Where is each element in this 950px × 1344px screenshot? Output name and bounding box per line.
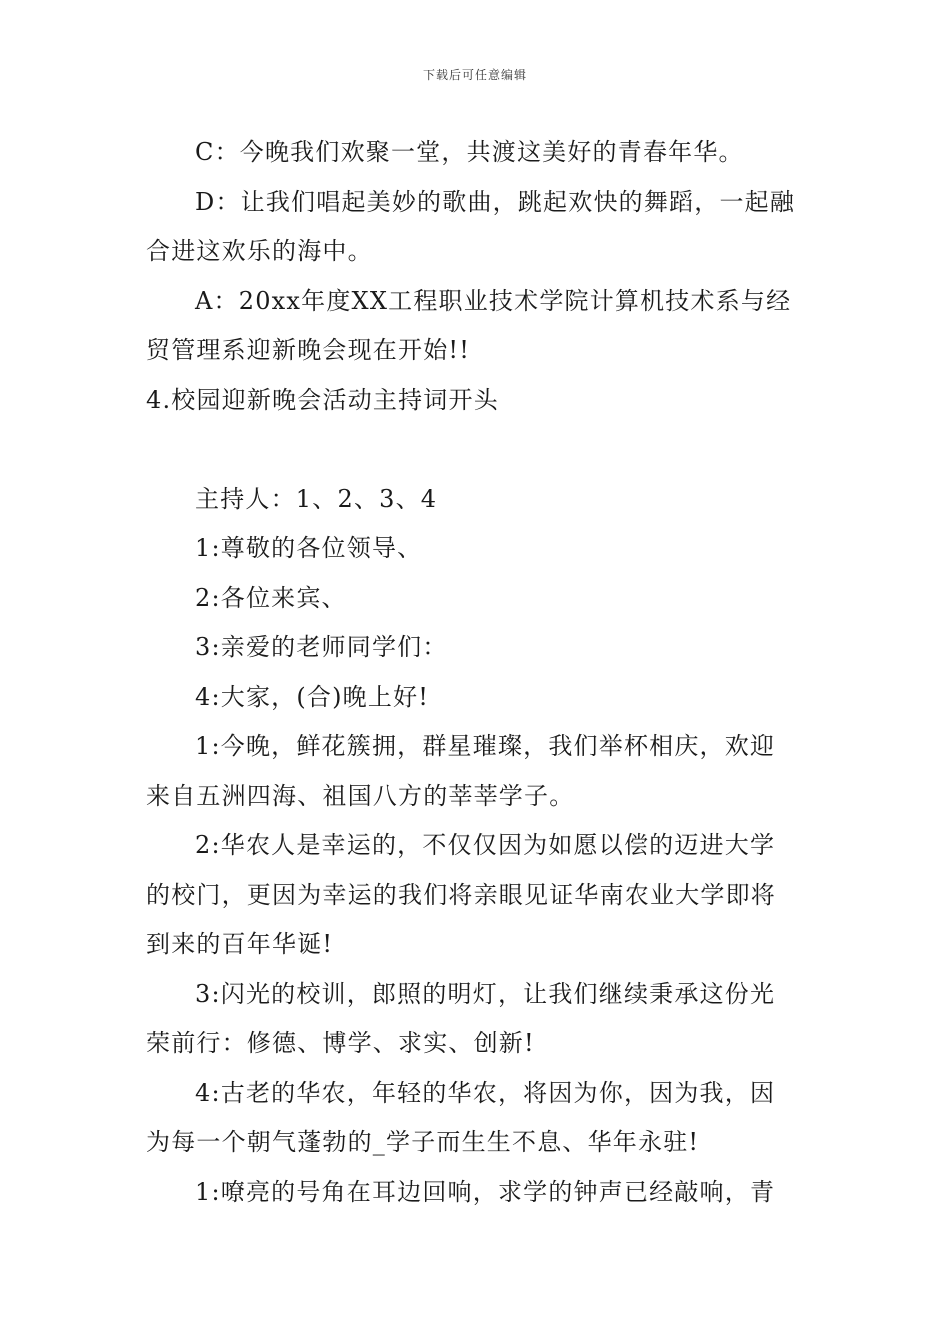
paragraph-line: 3:闪光的校训，郎照的明灯，让我们继续秉承这份光 — [195, 979, 776, 1008]
paragraph-line: 1:今晚，鲜花簇拥，群星璀璨，我们举杯相庆，欢迎 — [195, 732, 776, 760]
paragraph-line: 荣前行：修德、博学、求实、创新! — [146, 1029, 535, 1057]
paragraph-line: 4:大家，(合)晚上好! — [195, 682, 430, 711]
paragraph-line: 合进这欢乐的海中。 — [146, 237, 373, 265]
paragraph-line: 的校门，更因为幸运的我们将亲眼见证华南农业大学即将 — [146, 880, 776, 909]
paragraph-line: 2:华农人是幸运的，不仅仅因为如愿以偿的迈进大学 — [195, 831, 776, 859]
document-body — [146, 128, 806, 1217]
section-heading: 4.校园迎新晚会活动主持词开头 — [146, 385, 499, 414]
download-note: 下载后可任意编辑 — [422, 68, 527, 82]
paragraph-line: 为每一个朝气蓬勃的_学子而生生不息、华年永驻! — [146, 1128, 700, 1156]
paragraph-line: 3:亲爱的老师同学们： — [195, 633, 448, 661]
paragraph-line: 贸管理系迎新晚会现在开始!! — [146, 336, 471, 364]
paragraph-line: D：让我们唱起美妙的歌曲，跳起欢快的舞蹈，一起融 — [195, 187, 796, 216]
paragraph-line: 1:尊敬的各位领导、 — [195, 534, 423, 562]
paragraph-line: A：20xx年度XX工程职业技术学院计算机技术系与经 — [195, 286, 792, 315]
paragraph-line: 4:古老的华农，年轻的华农，将因为你，因为我，因 — [195, 1078, 776, 1107]
paragraph-line: 2:各位来宾、 — [195, 583, 347, 612]
blank-line — [146, 425, 806, 475]
paragraph-line: 到来的百年华诞! — [146, 930, 334, 958]
paragraph-line: 来自五洲四海、祖国八方的莘莘学子。 — [146, 781, 575, 810]
paragraph-line: C：今晚我们欢聚一堂，共渡这美好的青春年华。 — [195, 138, 744, 166]
paragraph-line: 1:嘹亮的号角在耳边回响，求学的钟声已经敲响，青 — [195, 1177, 776, 1206]
paragraph-line: 主持人：1、2、3、4 — [195, 484, 438, 513]
